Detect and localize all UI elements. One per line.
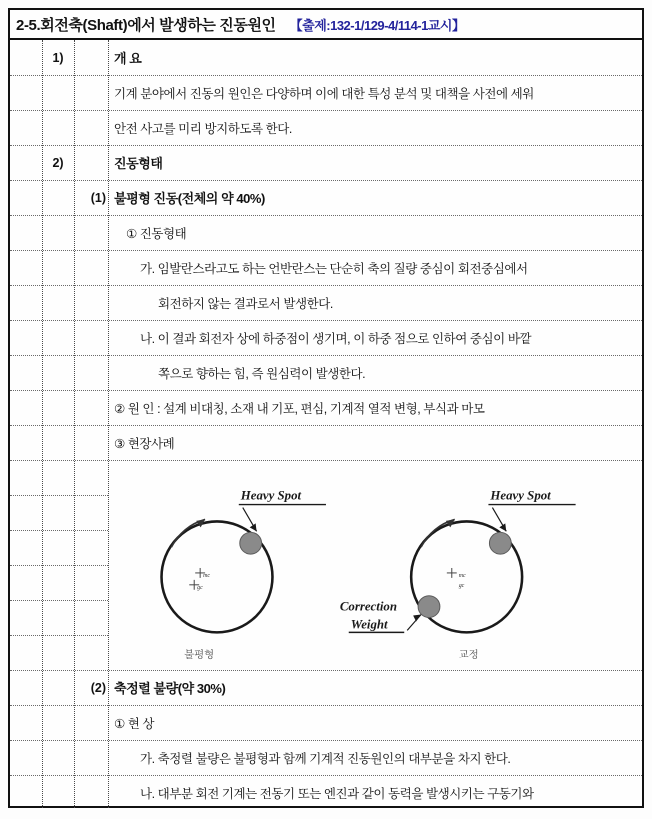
row-number-level1: 2) bbox=[52, 155, 64, 170]
row-text: 축정렬 불량(약 30%) bbox=[114, 681, 226, 696]
table-row bbox=[10, 425, 642, 460]
table-row bbox=[10, 145, 642, 180]
row-text: 가. 임발란스라고도 하는 언반란스는 단순히 축의 질량 중심이 회전중심에서 bbox=[140, 261, 528, 276]
row-text: ② 원 인 : 설계 비대칭, 소재 내 기포, 편심, 기계적 열적 변형, 부식과 마모 bbox=[114, 401, 485, 416]
table-row bbox=[10, 390, 642, 425]
correction-weight-dot-right bbox=[418, 596, 440, 618]
row-text: 불평형 진동(전체의 약 40%) bbox=[114, 191, 265, 206]
row-number-level2: (2) bbox=[90, 680, 106, 695]
row-text: 나. 이 결과 회전자 상에 하중점이 생기며, 이 하중 점으로 인하여 중심이 바깥 bbox=[140, 331, 532, 346]
source-tag: 【출제:132-1/129-4/114-1교시】 bbox=[289, 17, 465, 33]
row-number-level1: 1) bbox=[52, 50, 64, 65]
table-row bbox=[10, 740, 642, 775]
heavy-spot-label-right: Heavy Spot bbox=[490, 488, 551, 503]
document-table-frame bbox=[8, 8, 644, 808]
table-row bbox=[10, 75, 642, 110]
row-divider-left bbox=[10, 530, 108, 531]
right-rotor-diagram bbox=[340, 489, 576, 662]
document-title-row bbox=[10, 10, 642, 40]
row-divider-left bbox=[10, 495, 108, 496]
figure-canvas bbox=[110, 461, 641, 670]
table-row bbox=[10, 110, 642, 145]
row-text: 안전 사고를 미리 방지하도록 한다. bbox=[114, 121, 292, 136]
row-divider-left bbox=[10, 565, 108, 566]
table-row bbox=[10, 215, 642, 250]
center-mark-mc-right: mc bbox=[458, 572, 466, 579]
figure-caption-left: 불평형 bbox=[184, 650, 215, 662]
document-grid bbox=[10, 40, 642, 808]
heavy-spot-dot-left bbox=[240, 532, 262, 554]
table-row bbox=[10, 285, 642, 320]
row-text: 기계 분야에서 진동의 원인은 다양하며 이에 대한 특성 분석 및 대책을 사전에 세워 bbox=[114, 86, 534, 101]
row-text: 쪽으로 향하는 힘, 즉 원심력이 발생한다. bbox=[158, 366, 366, 381]
table-row bbox=[10, 40, 642, 75]
row-divider-left bbox=[10, 600, 108, 601]
table-row bbox=[10, 705, 642, 740]
correction-weight-label-line1: Correction bbox=[339, 599, 398, 614]
row-number-level2: (1) bbox=[90, 190, 106, 205]
unbalance-correction-figure bbox=[110, 461, 641, 670]
row-text: 진동형태 bbox=[114, 156, 163, 171]
row-text: ① 진동형태 bbox=[126, 226, 187, 241]
row-text: ③ 현장사례 bbox=[114, 436, 175, 451]
heavy-spot-dot-right bbox=[489, 532, 511, 554]
row-text: 개 요 bbox=[114, 51, 142, 66]
row-text: 가. 축정렬 불량은 불평형과 함께 기계적 진동원인의 대부분을 차지 한다. bbox=[140, 751, 511, 766]
table-row bbox=[10, 250, 642, 285]
table-row bbox=[10, 670, 642, 705]
row-divider-left bbox=[10, 635, 108, 636]
page-title: 2-5.회전축(Shaft)에서 발생하는 진동원인 bbox=[16, 16, 276, 34]
center-mark-gc-right: gc bbox=[458, 582, 465, 589]
table-row bbox=[10, 320, 642, 355]
row-text: ① 현 상 bbox=[114, 716, 155, 731]
left-rotor-diagram bbox=[162, 489, 326, 662]
figure-caption-right: 교정 bbox=[458, 650, 479, 662]
correction-weight-label-line2: Weight bbox=[350, 617, 388, 632]
row-text: 회전하지 않는 결과로서 발생한다. bbox=[158, 296, 333, 311]
row-text: 나. 대부분 회전 기계는 전동기 또는 엔진과 같이 동력을 발생시키는 구동기와 bbox=[140, 786, 534, 801]
center-mark-gc-left: gc bbox=[197, 584, 203, 591]
correction-weight-arrowhead bbox=[413, 615, 421, 622]
table-row bbox=[10, 355, 642, 390]
table-row bbox=[10, 180, 642, 215]
center-mark-mc-left: mc bbox=[203, 572, 211, 579]
table-row bbox=[10, 775, 642, 810]
heavy-spot-label-left: Heavy Spot bbox=[240, 488, 302, 503]
